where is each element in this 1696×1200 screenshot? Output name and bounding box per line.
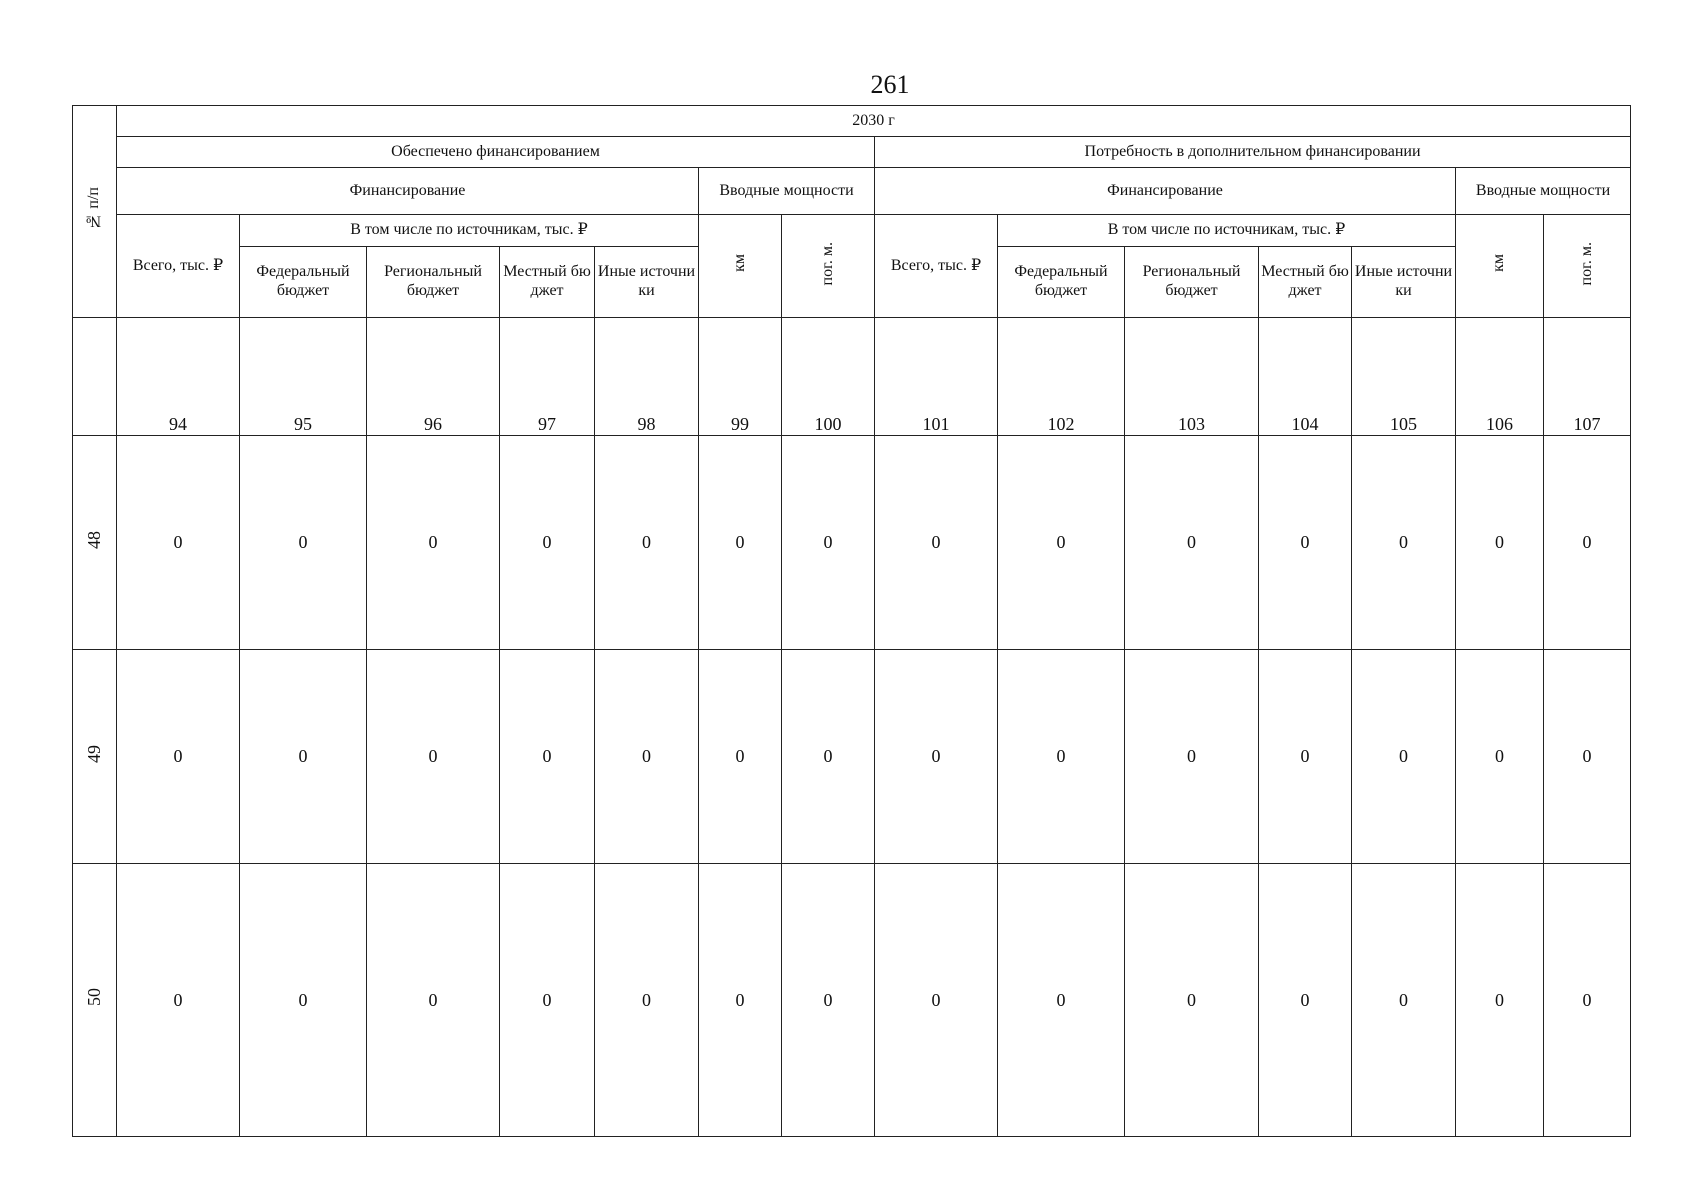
other-header-secured: Иные источники [595,246,699,317]
table-cell: 0 [1544,436,1631,650]
table-cell: 0 [240,863,367,1136]
table-row [73,650,1631,864]
table-cell: 0 [367,436,500,650]
federal-header-additional: Федеральный бюджет [998,246,1125,317]
regional-header-additional: Региональный бюджет [1125,246,1259,317]
column-numbers-row [73,317,1631,435]
table-cell: 0 [782,863,875,1136]
capacity-header-secured: Вводные мощности [699,168,875,215]
table-cell: 0 [117,436,240,650]
page-number: 261 [870,70,910,99]
table-cell: 0 [1456,650,1544,864]
table-cell: 0 [1544,863,1631,1136]
table-cell: 0 [782,436,875,650]
table-cell: 0 [699,863,782,1136]
additional-financing-header: Потребность в дополнительном финансировании [875,137,1631,168]
table-cell: 0 [500,863,595,1136]
table-cell: 0 [998,650,1125,864]
table-cell: 0 [699,650,782,864]
financing-table [72,105,1631,1137]
by-sources-header-secured: В том числе по источникам, тыс. ₽ [240,215,699,246]
table-cell: 0 [1352,436,1456,650]
table-cell: 0 [782,650,875,864]
regional-header-secured: Региональный бюджет [367,246,500,317]
km-header-secured: км [699,215,782,317]
table-cell: 0 [875,650,998,864]
table-cell: 0 [1125,650,1259,864]
column-number: 95 [240,317,367,435]
row-number: 50 [73,863,117,1136]
table-cell: 0 [367,650,500,864]
column-number: 100 [782,317,875,435]
table-cell: 0 [1259,650,1352,864]
column-number: 96 [367,317,500,435]
table-cell: 0 [1352,863,1456,1136]
column-number: 98 [595,317,699,435]
table-row [73,436,1631,650]
table-cell: 0 [595,863,699,1136]
table-cell: 0 [998,863,1125,1136]
by-sources-header-additional: В том числе по источникам, тыс. ₽ [998,215,1456,246]
table-cell: 0 [998,436,1125,650]
table-cell: 0 [240,436,367,650]
table-cell: 0 [1544,650,1631,864]
table-cell: 0 [875,863,998,1136]
table-cell: 0 [500,650,595,864]
table-cell: 0 [1456,863,1544,1136]
local-header-additional: Местный бюджет [1259,246,1352,317]
table-row [73,863,1631,1136]
table-cell: 0 [117,863,240,1136]
year-header: 2030 г [117,106,1631,137]
table-cell: 0 [1259,436,1352,650]
total-header-secured: Всего, тыс. ₽ [117,215,240,317]
table-cell: 0 [367,863,500,1136]
table-cell: 0 [699,436,782,650]
table-cell: 0 [595,650,699,864]
column-number-blank [73,317,117,435]
table-cell: 0 [240,650,367,864]
column-number: 107 [1544,317,1631,435]
column-number: 94 [117,317,240,435]
table-cell: 0 [875,436,998,650]
table-cell: 0 [1456,436,1544,650]
column-number: 106 [1456,317,1544,435]
capacity-header-additional: Вводные мощности [1456,168,1631,215]
column-number: 97 [500,317,595,435]
table-cell: 0 [117,650,240,864]
table-cell: 0 [1125,436,1259,650]
column-number: 101 [875,317,998,435]
table-cell: 0 [1352,650,1456,864]
table-cell: 0 [1259,863,1352,1136]
column-number: 104 [1259,317,1352,435]
table-cell: 0 [1125,863,1259,1136]
pog-m-header-additional: пог. м. [1544,215,1631,317]
other-header-additional: Иные источники [1352,246,1456,317]
federal-header-secured: Федеральный бюджет [240,246,367,317]
column-number: 102 [998,317,1125,435]
column-number: 99 [699,317,782,435]
row-number: 48 [73,436,117,650]
pog-m-header-secured: пог. м. [782,215,875,317]
table-cell: 0 [595,436,699,650]
financing-header-additional: Финансирование [875,168,1456,215]
financing-header-secured: Финансирование [117,168,699,215]
local-header-secured: Местный бюджет [500,246,595,317]
column-number: 103 [1125,317,1259,435]
row-number: 49 [73,650,117,864]
row-number-header: № п/п [73,106,117,318]
column-number: 105 [1352,317,1456,435]
secured-financing-header: Обеспечено финансированием [117,137,875,168]
total-header-additional: Всего, тыс. ₽ [875,215,998,317]
table-cell: 0 [500,436,595,650]
km-header-additional: км [1456,215,1544,317]
